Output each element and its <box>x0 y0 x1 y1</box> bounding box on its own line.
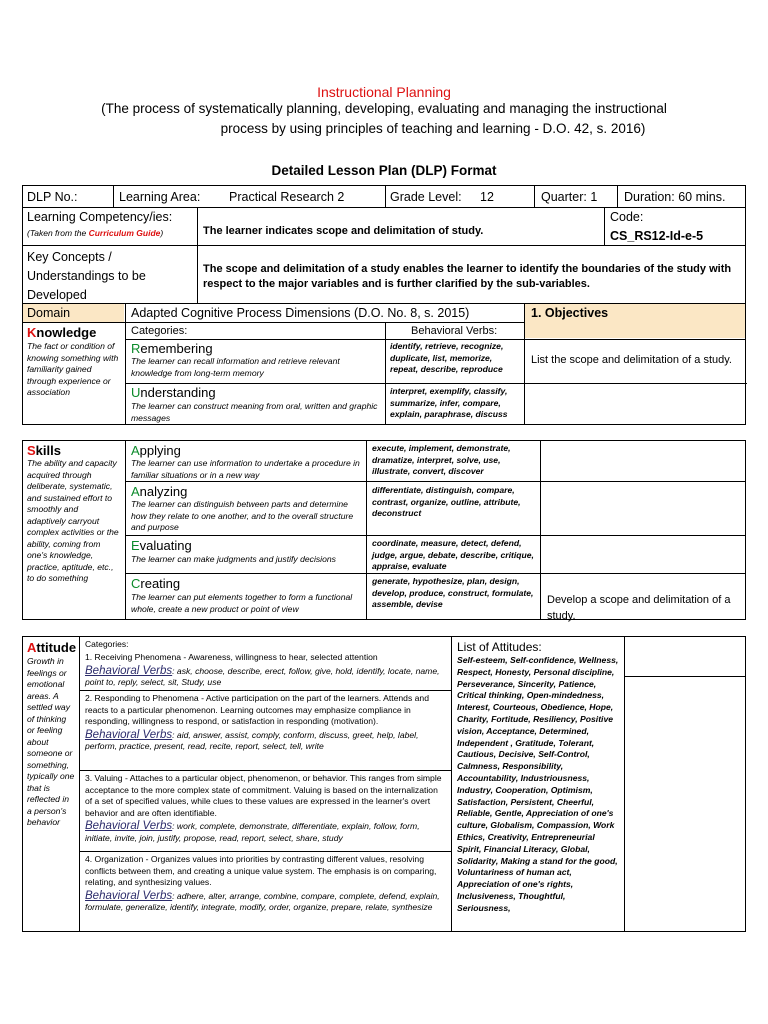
evaluating-verbs: coordinate, measure, detect, defend, judge, argue, debate, describe, critique, appraise, evaluate <box>372 538 534 571</box>
creating-desc: The learner can put elements together to form a functional whole, create a new product or point of view <box>131 592 353 614</box>
attitude-item-responding: 2. Responding to Phenomena - Active participation on the part of the learners. Attends and reacts to a particular phenomenon. Learning outcomes may emphasize compliance in responding, willingness to respond, or satisfaction in responding (motivation). Behavioral Verbs: aid, answer, assist, comply, conform, discuss, greet, help, label, perform, practice, present, read, recite, report, select, tell, write <box>85 693 429 751</box>
remembering-heading: Remembering <box>131 341 213 356</box>
knowledge-desc: The fact or condition of knowing something with familiarity gained through experience or association <box>27 341 119 397</box>
applying-verbs: execute, implement, demonstrate, dramatize, interpret, solve, use, illustrate, convert, discover <box>372 443 511 476</box>
duration-label: Duration: 60 mins. <box>624 190 726 204</box>
code-value: CS_RS12-Id-e-5 <box>610 229 704 243</box>
skills-desc: The ability and capacity acquired through deliberate, systematic, and sustained effort to smoothly and adaptively carryout complex activities or the ability, coming from one's knowledge, practice, aptitude, etc., to do something <box>27 458 119 583</box>
remembering-verbs: identify, retrieve, recognize, duplicate, list, memorize, repeat, describe, reproduce <box>390 341 504 374</box>
analyzing-heading: Analyzing <box>131 484 188 499</box>
attitude-heading: Attitude <box>27 640 77 655</box>
subtitle-line-2: process by using principles of teaching and learning - D.O. 42, s. 2016) <box>220 121 646 136</box>
curriculum-guide-link: Curriculum Guide <box>88 228 161 238</box>
understanding-heading: Understanding <box>131 385 216 400</box>
understanding-verbs: interpret, exemplify, classify, summarize, infer, compare, explain, paraphrase, discuss <box>390 386 508 419</box>
key-concepts-label: Key Concepts / Understandings to be Developed <box>27 250 146 302</box>
creating-heading: Creating <box>131 576 181 591</box>
skills-heading: Skills <box>27 443 61 458</box>
analyzing-desc: The learner can distinguish between parts and determine how they relate to one another, and to the overall structure and purpose <box>131 499 354 532</box>
format-title: Detailed Lesson Plan (DLP) Format <box>271 163 497 178</box>
key-concepts-value: The scope and delimitation of a study enables the learner to identify the boundaries of the study with respect to the major variables and is further clarified by the sub-variables. <box>203 263 732 290</box>
attitude-item-organization: 4. Organization - Organizes values into priorities by contrasting different values, resolving conflicts between them, and creating a unique value system. The emphasis is on comparing, relating, and synthesizing values. Behavioral Verbs: adhere, alter, arrange, combine, compare, complete, defend, explain, formulate, generalize, identify, integrate, modify, order, organize, prepare, relate, synthesize <box>85 854 440 912</box>
creating-verbs: generate, hypothesize, plan, design, develop, produce, construct, formulate, assemble, devise <box>372 576 534 609</box>
grade-level-value: 12 <box>480 190 494 204</box>
applying-desc: The learner can use information to undertake a procedure in familiar situations or in a new way <box>131 458 360 480</box>
evaluating-desc: The learner can make judgments and justify decisions <box>131 554 336 564</box>
attitude-desc: Growth in feelings or emotional areas. A settled way of thinking or feeling about someone or something, typically one that is reflected in a person's behavior <box>27 656 75 827</box>
domain-label: Domain <box>27 306 71 320</box>
attitude-list: Self-esteem, Self-confidence, Wellness, Respect, Honesty, Personal discipline, Perseverance, Sincerity, Patience, Critical thinking, Open-mindedness, Interest, Courteous, Obedience, Hope, Charity, Fortitude, Resiliency, Positive vision, Acceptance, Determined, Independent , Gratitude, Tolerant, Cautious, Decisive, Self-Control, Calmness, Responsibility, Accountability, Industriousness, Industry, Cooperation, Optimism, Satisfaction, Persistent, Cheerful, Reliable, Gentle, Appreciation of one's culture, Globalism, Compassion, Work Ethics, Creativity, Entrepreneurial Spirit, Financial Literacy, Global, Solidarity, Making a stand for the good, Voluntariness of human act, Appreciation of one's rights, Inclusiveness, Thoughtful, Seriousness, <box>457 655 619 913</box>
learning-area-label: Learning Area: <box>119 190 201 204</box>
evaluating-heading: Evaluating <box>131 538 192 553</box>
knowledge-heading: Knowledge <box>27 325 97 340</box>
subtitle-line-1: (The process of systematically planning, developing, evaluating and managing the instructional <box>101 101 667 116</box>
grade-level-label: Grade Level: <box>390 190 462 204</box>
categories-label: Categories: <box>131 325 188 337</box>
competency-value: The learner indicates scope and delimitation of study. <box>203 225 484 237</box>
remembering-desc: The learner can recall information and retrieve relevant knowledge from long-term memory <box>131 356 340 378</box>
code-label: Code: <box>610 210 644 224</box>
objective-creating: Develop a scope and delimitation of a study. <box>547 594 731 622</box>
attitude-item-receiving: 1. Receiving Phenomena - Awareness, willingness to hear, selected attention Behavioral Verbs: ask, choose, describe, erect, follow, give, hold, identify, locate, name, point to, reply, select, sit, Study, use <box>85 652 440 687</box>
attitude-categories-label: Categories: <box>85 639 129 649</box>
objective-remembering: List the scope and delimitation of a study. <box>531 354 732 366</box>
competency-label: Learning Competency/ies: <box>27 210 173 224</box>
analyzing-verbs: differentiate, distinguish, compare, contrast, organize, outline, attribute, deconstruct <box>372 485 521 518</box>
attitude-list-label: List of Attitudes: <box>457 640 542 654</box>
understanding-desc: The learner can construct meaning from oral, written and graphic messages <box>131 401 378 423</box>
competency-note: (Taken from the Curriculum Guide) <box>27 228 164 238</box>
attitude-item-valuing: 3. Valuing - Attaches to a particular object, phenomenon, or behavior. This ranges from simple acceptance to the more complex state of commitment. Valuing is based on the internalization of a set of specified values, while clues to these values are expressed in the learner's overt behavior and are often identifiable. Behavioral Verbs: work, complete, demonstrate, differentiate, explain, follow, form, initiate, invite, join, justify, propose, read, report, select, share, study <box>85 773 442 843</box>
learning-area-value: Practical Research 2 <box>229 190 345 204</box>
objectives-label: 1. Objectives <box>531 306 609 320</box>
page-title: Instructional Planning <box>317 84 451 100</box>
acpd-label: Adapted Cognitive Process Dimensions (D.O. No. 8, s. 2015) <box>131 306 470 320</box>
applying-heading: Applying <box>131 443 181 458</box>
behavioral-verbs-label: Behavioral Verbs: <box>411 325 498 337</box>
dlp-no-label: DLP No.: <box>27 190 78 204</box>
quarter-label: Quarter: 1 <box>541 190 598 204</box>
